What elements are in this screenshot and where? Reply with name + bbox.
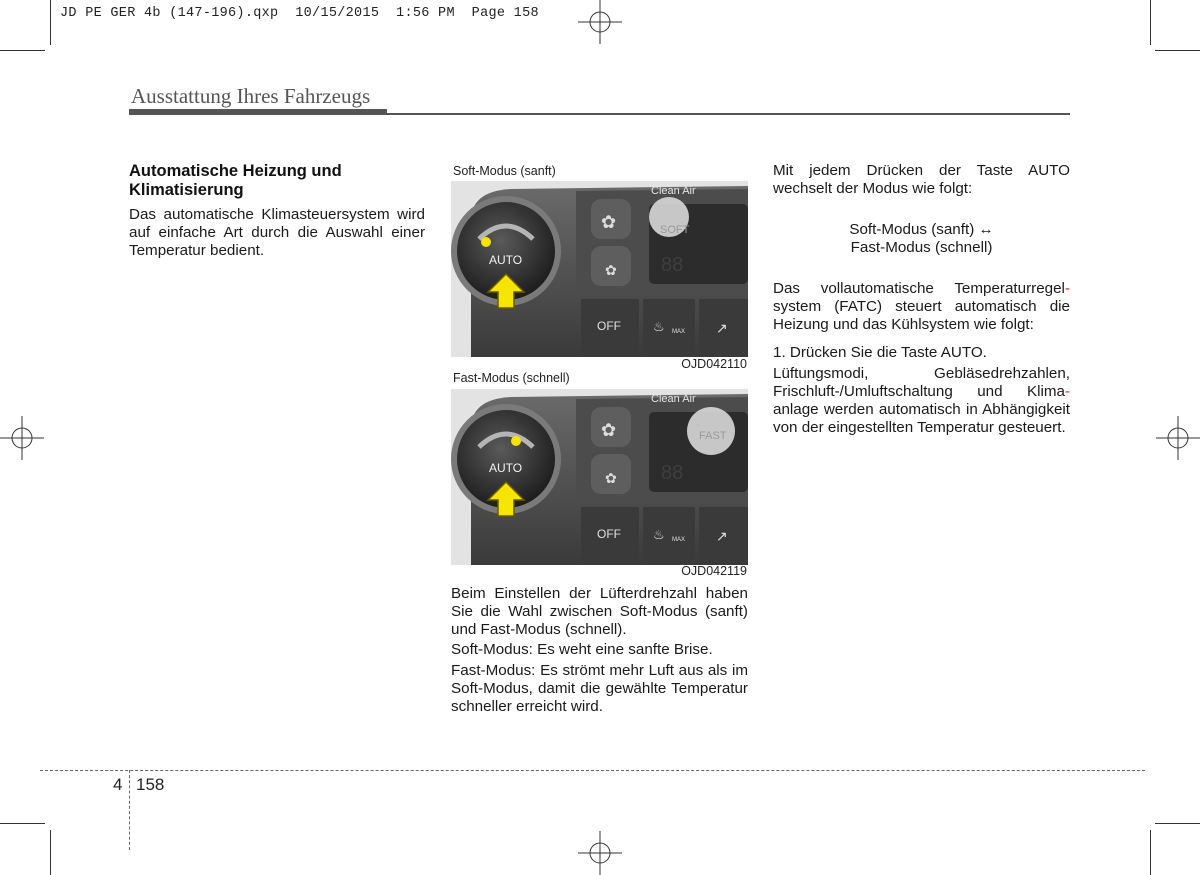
- fan-high-icon: ✿: [601, 212, 617, 232]
- fan-low-icon: ✿: [605, 262, 617, 278]
- footer-rule: [40, 770, 1145, 771]
- vent-icon: ↗: [716, 528, 728, 544]
- max-label: MAX: [672, 329, 686, 335]
- figure-caption-fast: Fast-Modus (schnell): [453, 371, 570, 385]
- section-heading: Automatische Heizung und Klimatisierung: [129, 162, 342, 199]
- crop-mark: [1150, 830, 1151, 875]
- header-rule-thin: [387, 113, 1070, 115]
- header-rule-thick: [129, 109, 387, 115]
- automatic-control-paragraph: Lüftungsmodi, Gebläsedrehzahlen, Frischluft-/Umluftschaltung und Klima- anlage werden automatisch in Abhängigkeit von der eingestellten Temperatur gesteuert.: [773, 365, 1070, 436]
- crop-mark: [50, 0, 51, 45]
- vent-icon: ↗: [716, 320, 728, 336]
- step-1: 1. Drücken Sie die Taste AUTO.: [773, 344, 987, 361]
- crop-mark: [0, 823, 45, 824]
- crop-mark: [1155, 50, 1200, 51]
- footer-divider: [129, 770, 130, 850]
- fan-low-icon: ✿: [605, 470, 617, 486]
- display-mode-text: SOFT: [660, 224, 690, 236]
- auto-button-label: AUTO: [489, 253, 523, 267]
- clean-air-label: Clean Air: [651, 185, 696, 197]
- climate-panel-figure-fast: [451, 389, 748, 565]
- defrost-icon: ♨: [653, 527, 665, 542]
- registration-mark: [578, 831, 622, 875]
- crop-mark: [50, 830, 51, 875]
- fatc-paragraph: Das vollautomatische Temperaturregel- system (FATC) steuert automatisch die Heizung und das Kühlsystem wie folgt:: [773, 280, 1070, 333]
- crop-mark: [0, 50, 45, 51]
- intro-paragraph: Das automatische Klimasteuersystem wird auf einfache Art durch die Auswahl einer Temperatur bedient.: [129, 206, 425, 259]
- off-button-label: OFF: [597, 319, 621, 333]
- mode-cycle-line-1: Soft-Modus (sanft) ↔: [849, 221, 994, 238]
- figure-caption-soft: Soft-Modus (sanft): [453, 164, 556, 178]
- registration-mark: [0, 416, 44, 460]
- soft-mode-paragraph: Soft-Modus: Es weht eine sanfte Brise.: [451, 641, 713, 658]
- chapter-number: 4: [113, 775, 123, 794]
- display-mode-text: FAST: [699, 430, 727, 442]
- registration-mark: [1156, 416, 1200, 460]
- clean-air-label: Clean Air: [651, 393, 696, 405]
- svg-text:88: 88: [661, 254, 684, 276]
- defrost-icon: ♨: [653, 319, 665, 334]
- auto-button-paragraph: Mit jedem Drücken der Taste AUTO wechselt der Modus wie folgt:: [773, 162, 1070, 197]
- max-label: MAX: [672, 537, 686, 543]
- section-title: Ausstattung Ihres Fahrzeugs: [131, 84, 371, 108]
- svg-text:88: 88: [661, 462, 684, 484]
- fast-mode-paragraph: Fast-Modus: Es strömt mehr Luft aus als im Soft-Modus, damit die gewählte Temperatur schneller erreicht wird.: [451, 662, 748, 715]
- crop-mark: [1155, 823, 1200, 824]
- figure-id-soft: OJD042110: [681, 357, 747, 371]
- print-slug: JD PE GER 4b (147-196).qxp 10/15/2015 1:56 PM Page 158: [60, 6, 539, 21]
- off-button-label: OFF: [597, 527, 621, 541]
- figure-id-fast: OJD042119: [681, 564, 747, 578]
- registration-mark: [578, 0, 622, 44]
- fan-speed-paragraph: Beim Einstellen der Lüfterdrehzahl haben Sie die Wahl zwischen Soft-Modus (sanft) und Fast-Modus (schnell).: [451, 585, 748, 638]
- crop-mark: [1150, 0, 1151, 45]
- auto-button-label: AUTO: [489, 461, 523, 475]
- mode-cycle-line-2: Fast-Modus (schnell): [850, 239, 993, 256]
- fan-high-icon: ✿: [601, 420, 617, 440]
- page-number: 158: [136, 775, 165, 794]
- climate-panel-figure-soft: [451, 181, 748, 357]
